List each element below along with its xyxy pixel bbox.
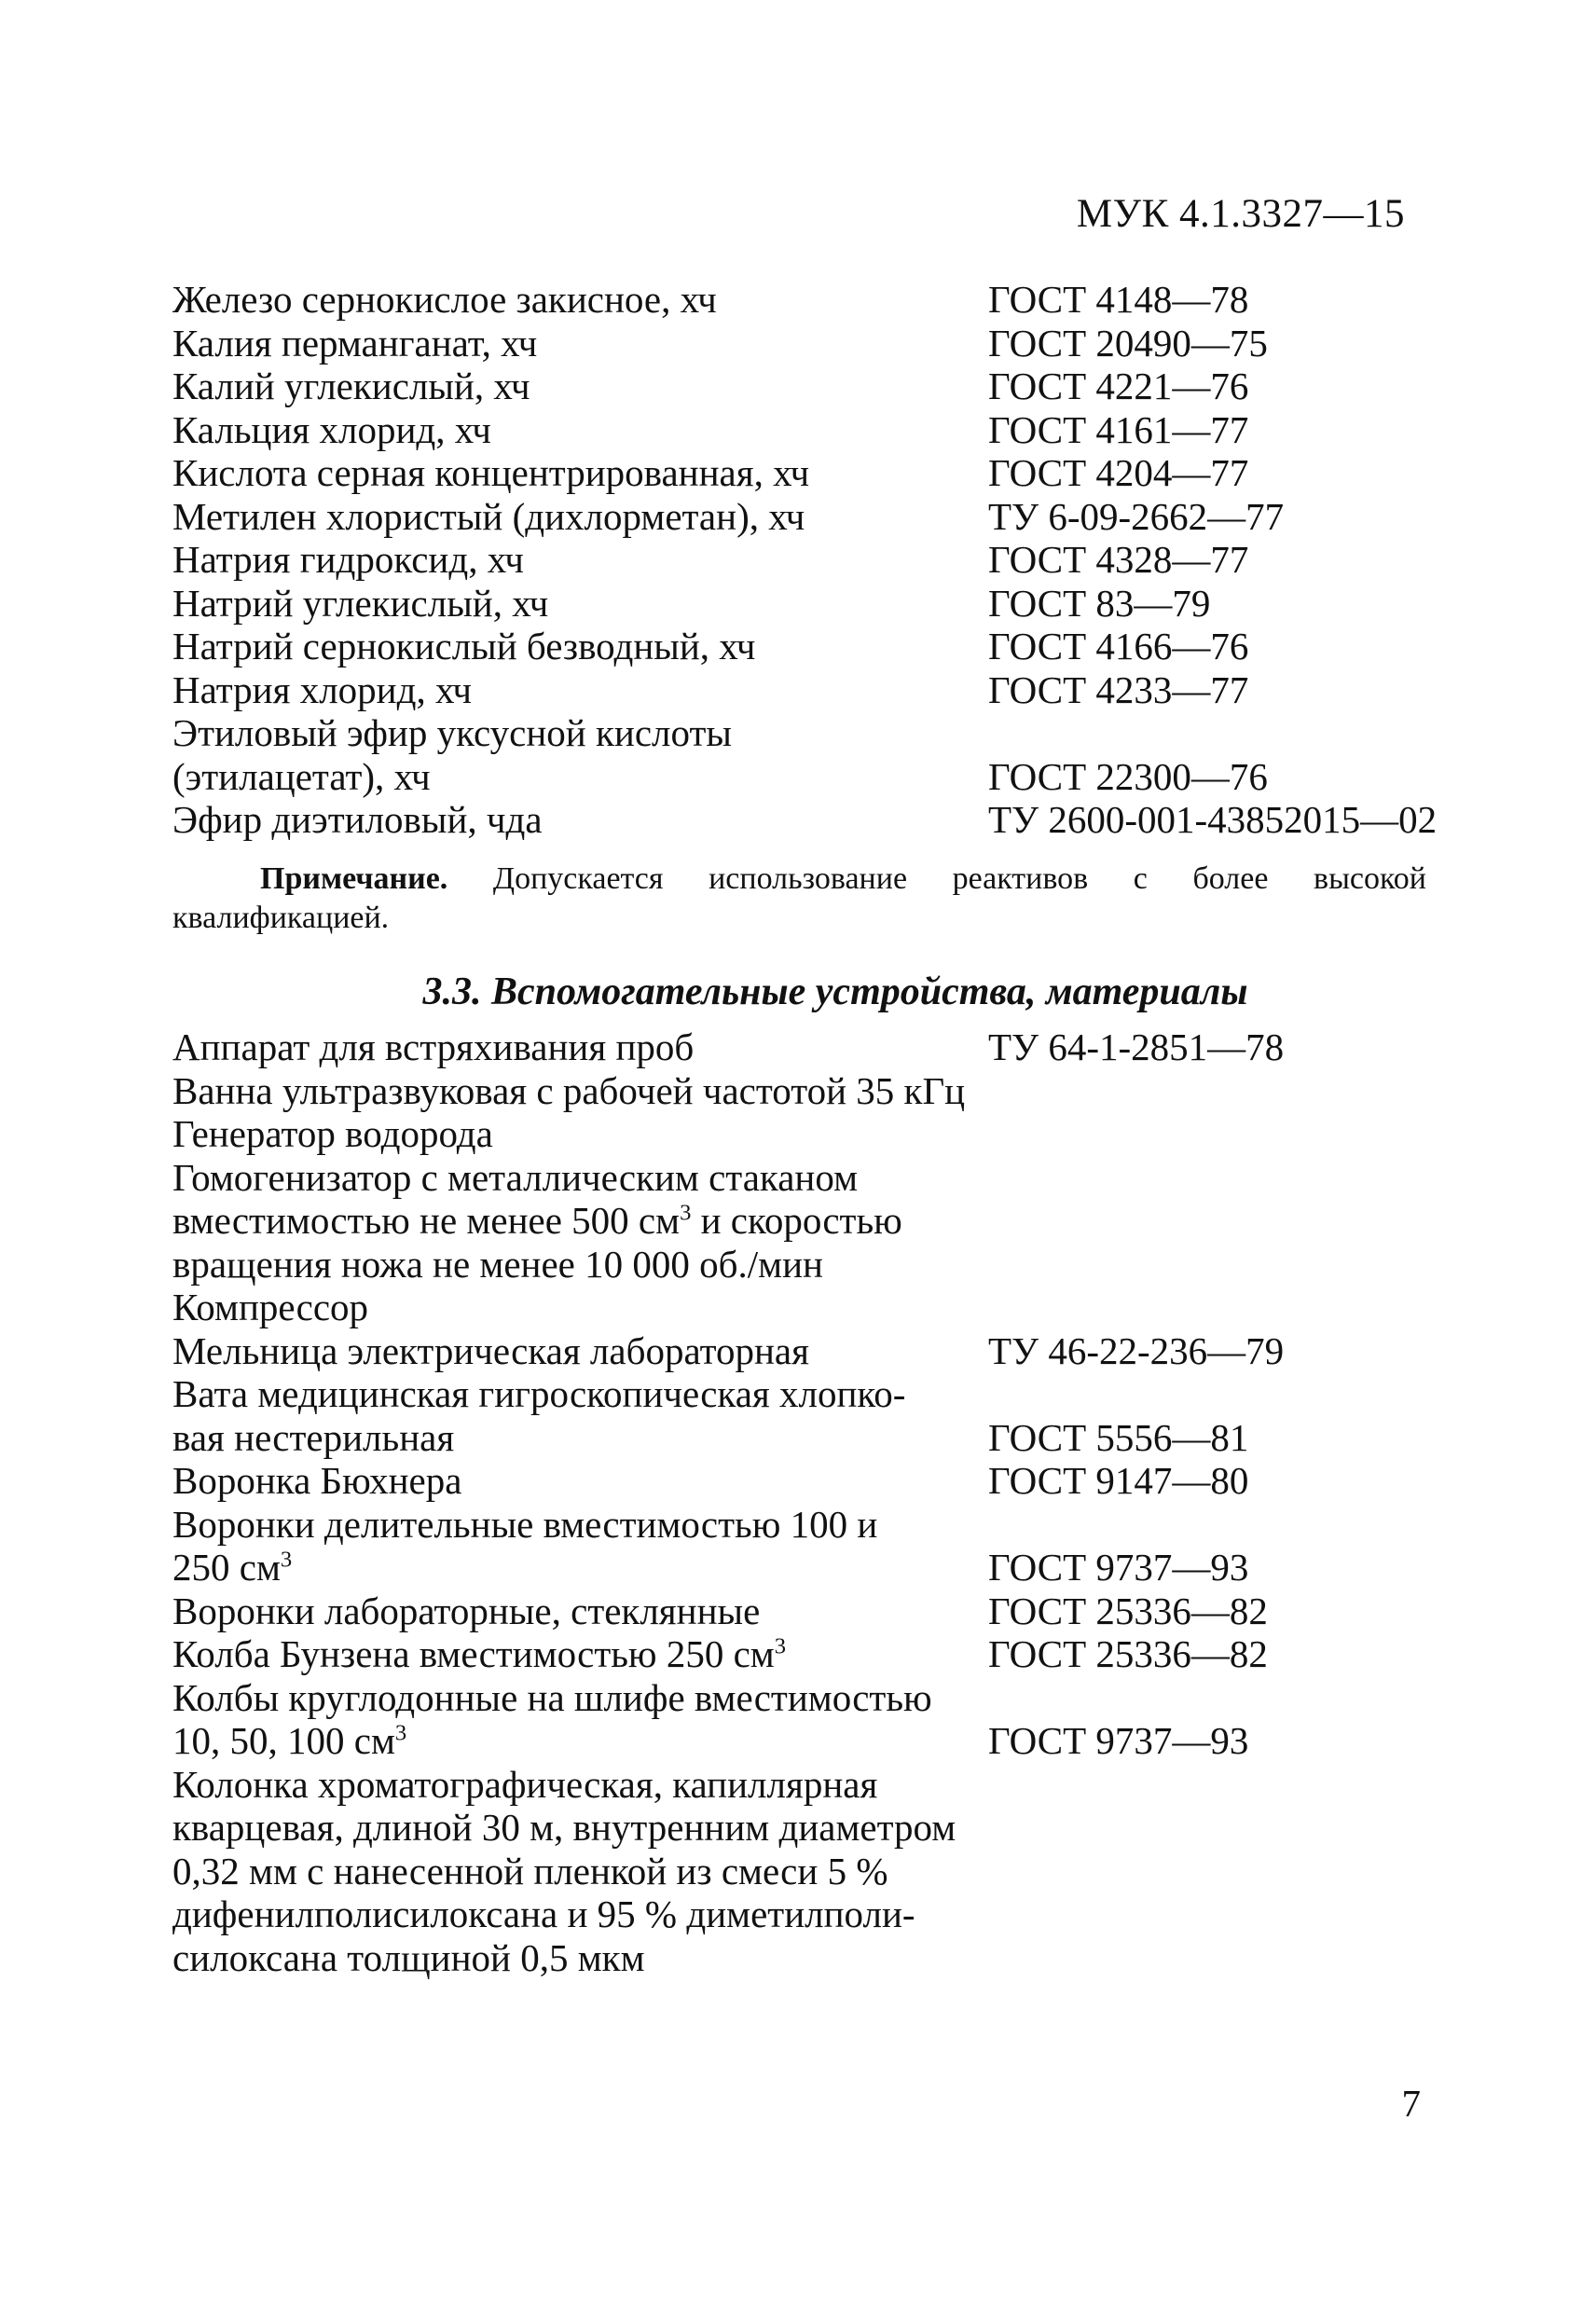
item-name	[172, 1546, 988, 1590]
item-standard: ГОСТ 4166—76	[988, 625, 1249, 667]
item-name	[172, 365, 988, 408]
item-name-text: Аппарат для встряхивания проб	[172, 1025, 695, 1068]
item-standard: ГОСТ 4233—77	[988, 667, 1249, 711]
list-item	[172, 495, 1478, 539]
item-name-text: Мельница электрическая лабораторная	[172, 1328, 809, 1372]
item-name	[172, 1243, 988, 1287]
item-standard	[988, 1806, 1478, 1850]
item-name	[172, 1069, 988, 1113]
item-name	[172, 711, 988, 755]
list-item	[172, 1156, 1478, 1200]
note-label: Примечание.	[260, 861, 448, 896]
item-name	[172, 1025, 988, 1069]
item-name	[172, 582, 988, 626]
item-standard: ГОСТ 4148—78	[988, 278, 1249, 321]
list-item	[172, 1329, 1478, 1373]
item-standard: ГОСТ 4221—76	[988, 365, 1249, 407]
item-standard: ГОСТ 4161—77	[988, 407, 1249, 451]
reagents-list	[172, 278, 1478, 842]
item-name	[172, 1763, 988, 1807]
item-standard	[988, 1243, 1478, 1287]
item-standard	[988, 1850, 1478, 1893]
item-name	[172, 1329, 988, 1373]
item-standard	[988, 1199, 1478, 1243]
item-name-text: Натрия гидроксид, хч	[172, 538, 524, 581]
item-standard: ГОСТ 9737—93	[988, 1546, 1249, 1589]
item-name-text: Колба Бунзена вместимостью 250 см	[172, 1632, 775, 1675]
list-item	[172, 1286, 1478, 1329]
item-name-text: Калий углекислый, хч	[172, 365, 530, 407]
item-standard	[988, 1069, 1478, 1113]
item-name-text: Гомогенизатор с металлическим стаканом	[172, 1155, 859, 1199]
list-item	[172, 1546, 1478, 1590]
item-name	[172, 1372, 988, 1416]
item-name-text: Воронка Бюхнера	[172, 1459, 462, 1502]
item-name	[172, 408, 988, 452]
list-item	[172, 1199, 1478, 1243]
item-name	[172, 1719, 988, 1763]
item-standard: ГОСТ 9737—93	[988, 1719, 1249, 1762]
list-item	[172, 365, 1478, 408]
item-name-text: Компрессор	[172, 1286, 369, 1328]
list-item	[172, 1850, 1478, 1893]
item-standard: ТУ 64-1-2851—78	[988, 1025, 1285, 1068]
item-name	[172, 538, 988, 582]
item-name-text: Железо сернокислое закисное, хч	[172, 278, 717, 321]
list-item	[172, 538, 1478, 582]
list-item	[172, 1892, 1478, 1936]
item-name-text: кварцевая, длиной 30 м, внутренним диаметром	[172, 1806, 956, 1849]
list-item	[172, 798, 1478, 842]
list-item	[172, 1069, 1478, 1113]
item-name-text: вращения ножа не менее 10 000 об./мин	[172, 1242, 823, 1286]
item-name	[172, 1676, 988, 1720]
item-name-text: Генератор водорода	[172, 1112, 493, 1155]
item-name	[172, 798, 988, 842]
item-standard: ТУ 2600-001-43852015—02	[988, 798, 1438, 841]
item-name	[172, 278, 988, 322]
item-name	[172, 1850, 988, 1893]
item-standard	[988, 1372, 1478, 1416]
item-standard: ГОСТ 25336—82	[988, 1589, 1268, 1632]
list-item	[172, 322, 1478, 365]
item-name-text: Ванна ультразвуковая с рабочей частотой 35 кГц	[172, 1068, 966, 1112]
item-name	[172, 1806, 988, 1850]
list-item	[172, 1676, 1478, 1720]
item-name-text: Натрий углекислый, хч	[172, 581, 549, 625]
item-standard: ГОСТ 20490—75	[988, 321, 1268, 365]
list-item	[172, 668, 1478, 712]
list-item	[172, 408, 1478, 452]
item-name	[172, 1936, 988, 1980]
item-name-text: Калия перманганат, хч	[172, 321, 538, 365]
item-standard: ГОСТ 4204—77	[988, 451, 1249, 494]
item-standard: ГОСТ 25336—82	[988, 1632, 1268, 1675]
superscript: 3	[680, 1200, 692, 1226]
item-name-text: (этилацетат), хч	[172, 754, 431, 798]
item-standard	[988, 1112, 1478, 1156]
item-name	[172, 322, 988, 365]
item-name	[172, 1459, 988, 1503]
item-name-text: Воронки делительные вместимостью 100 и	[172, 1502, 878, 1546]
item-standard: ТУ 6-09-2662—77	[988, 494, 1285, 538]
note-paragraph	[172, 860, 1426, 938]
item-name-text: Кислота серная концентрированная, хч	[172, 451, 810, 494]
list-item	[172, 1590, 1478, 1633]
item-name-text: Этиловый эфир уксусной кислоты	[172, 711, 732, 754]
document-code: МУК 4.1.3327—15	[1076, 192, 1405, 236]
item-name-text: Эфир диэтиловый, чда	[172, 798, 543, 841]
item-standard: ГОСТ 83—79	[988, 581, 1211, 625]
item-standard: ГОСТ 4328—77	[988, 538, 1249, 581]
superscript: 3	[774, 1633, 787, 1659]
item-standard	[988, 1503, 1478, 1547]
superscript: 3	[280, 1547, 293, 1573]
item-name	[172, 1632, 988, 1676]
item-name	[172, 1112, 988, 1156]
item-name-text: дифенилполисилоксана и 95 % диметилполи-	[172, 1892, 915, 1935]
list-item	[172, 1936, 1478, 1980]
item-name-text: Натрий сернокислый безводный, хч	[172, 625, 756, 667]
list-item	[172, 1112, 1478, 1156]
item-standard	[988, 1676, 1478, 1720]
item-name	[172, 1503, 988, 1547]
list-item	[172, 1806, 1478, 1850]
item-standard	[988, 1286, 1478, 1329]
list-item	[172, 1416, 1478, 1460]
item-name-text: силоксана толщиной 0,5 мкм	[172, 1935, 645, 1979]
item-name	[172, 1286, 988, 1329]
item-name	[172, 625, 988, 668]
item-name	[172, 668, 988, 712]
item-name	[172, 755, 988, 799]
item-standard	[988, 1763, 1478, 1807]
list-item	[172, 625, 1478, 668]
item-name	[172, 1590, 988, 1633]
item-name-text: Вата медицинская гигроскопическая хлопко-	[172, 1372, 906, 1415]
item-name-text: 10, 50, 100 см	[172, 1719, 395, 1762]
equipment-list	[172, 1025, 1478, 1979]
item-name-text: Колбы круглодонные на шлифе вместимостью	[172, 1675, 932, 1719]
item-name	[172, 1199, 988, 1243]
item-name-text: 0,32 мм с нанесенной пленкой из смеси 5 %	[172, 1849, 888, 1892]
item-name-text: вместимостью не менее 500 см	[172, 1199, 681, 1242]
list-item	[172, 1632, 1478, 1676]
list-item	[172, 1243, 1478, 1287]
item-name-text: Воронки лабораторные, стеклянные	[172, 1589, 761, 1632]
item-name-text: Натрия хлорид, хч	[172, 667, 473, 711]
item-standard: ГОСТ 22300—76	[988, 754, 1268, 798]
item-standard: ГОСТ 5556—81	[988, 1415, 1249, 1459]
item-name	[172, 495, 988, 539]
item-standard: ГОСТ 9147—80	[988, 1459, 1249, 1502]
item-standard: ТУ 46-22-236—79	[988, 1328, 1285, 1372]
item-name-tail: и скоростью	[691, 1199, 902, 1242]
item-name-text: Кальция хлорид, хч	[172, 407, 491, 451]
list-item	[172, 711, 1478, 755]
item-name	[172, 451, 988, 495]
item-standard	[988, 711, 1478, 755]
item-name-text: вая нестерильная	[172, 1415, 455, 1459]
item-name	[172, 1892, 988, 1936]
section-title: 3.3. Вспомогательные устройства, материалы	[422, 970, 1248, 1013]
list-item	[172, 582, 1478, 626]
list-item	[172, 1372, 1478, 1416]
item-name	[172, 1156, 988, 1200]
list-item	[172, 1459, 1478, 1503]
list-item	[172, 755, 1478, 799]
list-item	[172, 1025, 1478, 1069]
item-standard	[988, 1156, 1478, 1200]
item-name	[172, 1416, 988, 1460]
superscript: 3	[394, 1720, 407, 1746]
list-item	[172, 1719, 1478, 1763]
item-standard	[988, 1892, 1478, 1936]
item-name-text: Колонка хроматографическая, капиллярная	[172, 1762, 878, 1806]
item-name-text: Метилен хлористый (дихлорметан), хч	[172, 494, 805, 538]
item-name-text: 250 см	[172, 1546, 281, 1589]
list-item	[172, 1503, 1478, 1547]
list-item	[172, 451, 1478, 495]
page-number: 7	[1401, 2082, 1421, 2125]
list-item	[172, 1763, 1478, 1807]
item-standard	[988, 1936, 1478, 1980]
note-text: Допускается использование реактивов с более высокой квалификацией.	[172, 861, 1426, 935]
list-item	[172, 278, 1478, 322]
